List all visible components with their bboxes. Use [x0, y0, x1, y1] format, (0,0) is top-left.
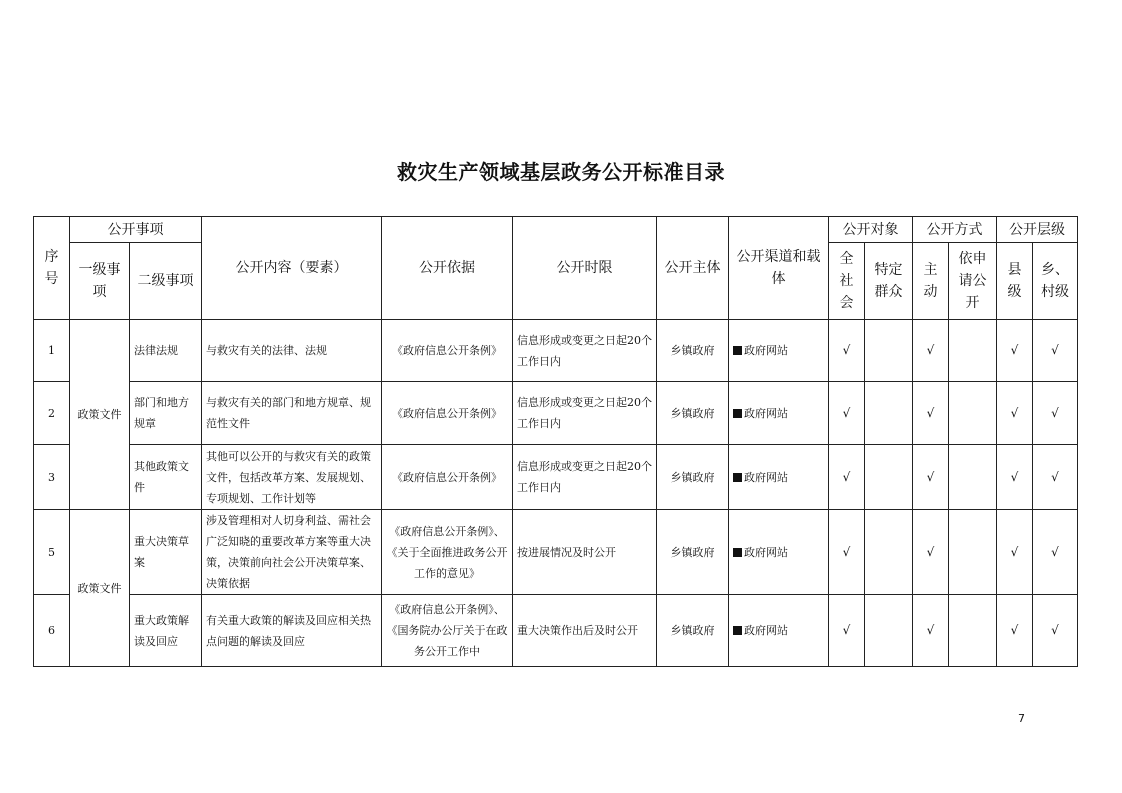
row-basis: 《政府信息公开条例》、《国务院办公厅关于在政务公开工作中 [382, 595, 513, 667]
row-subject: 乡镇政府 [657, 510, 729, 595]
row-content: 与救灾有关的法律、法规 [202, 320, 382, 382]
header-basis: 公开依据 [382, 217, 513, 320]
row-subject: 乡镇政府 [657, 320, 729, 382]
square-bullet-icon [733, 626, 742, 635]
row-layer-town: √ [1033, 445, 1078, 510]
row-method-active: √ [913, 510, 949, 595]
page-title: 救灾生产领域基层政务公开标准目录 [397, 160, 725, 184]
square-bullet-icon [733, 548, 742, 557]
row-method-apply [949, 382, 997, 445]
header-content: 公开内容（要素） [202, 217, 382, 320]
row-subject: 乡镇政府 [657, 445, 729, 510]
row-layer-county: √ [997, 445, 1033, 510]
row-method-active: √ [913, 382, 949, 445]
row-seq: 1 [34, 320, 70, 382]
square-bullet-icon [733, 346, 742, 355]
row-content: 有关重大政策的解读及回应相关热点问题的解读及回应 [202, 595, 382, 667]
row-method-apply [949, 595, 997, 667]
row-layer-county: √ [997, 595, 1033, 667]
row-time: 按进展情况及时公开 [513, 510, 657, 595]
table-row [34, 382, 1078, 445]
row-target-all: √ [829, 382, 865, 445]
row-layer-town: √ [1033, 595, 1078, 667]
row-seq: 2 [34, 382, 70, 445]
row-target-specific [865, 445, 913, 510]
row-layer-town: √ [1033, 510, 1078, 595]
row-basis: 《政府信息公开条例》 [382, 382, 513, 445]
row-subject: 乡镇政府 [657, 595, 729, 667]
row-level2: 重大政策解读及回应 [130, 595, 202, 667]
row-basis: 《政府信息公开条例》、《关于全面推进政务公开工作的意见》 [382, 510, 513, 595]
table-row [34, 445, 1078, 510]
row-channel: 政府网站 [729, 382, 829, 445]
square-bullet-icon [733, 409, 742, 418]
header-time: 公开时限 [513, 217, 657, 320]
row-method-active: √ [913, 320, 949, 382]
row-target-all: √ [829, 510, 865, 595]
row-target-specific [865, 382, 913, 445]
group-level1: 政策文件 [70, 510, 130, 667]
row-layer-county: √ [997, 382, 1033, 445]
row-seq: 5 [34, 510, 70, 595]
row-time: 重大决策作出后及时公开 [513, 595, 657, 667]
header-seq: 序号 [34, 217, 70, 320]
row-content: 其他可以公开的与救灾有关的政策文件，包括改革方案、发展规划、专项规划、工作计划等 [202, 445, 382, 510]
row-channel: 政府网站 [729, 445, 829, 510]
header-level1: 一级事项 [70, 243, 130, 320]
header-target-all: 全社会 [829, 243, 865, 320]
row-method-active: √ [913, 445, 949, 510]
header-subject: 公开主体 [657, 217, 729, 320]
row-target-all: √ [829, 595, 865, 667]
header-method-apply: 依申请公开 [949, 243, 997, 320]
row-channel: 政府网站 [729, 320, 829, 382]
square-bullet-icon [733, 473, 742, 482]
table-row [34, 595, 1078, 667]
header-matter: 公开事项 [70, 217, 202, 243]
row-seq: 3 [34, 445, 70, 510]
row-channel: 政府网站 [729, 510, 829, 595]
row-target-specific [865, 320, 913, 382]
row-time: 信息形成或变更之日起20个工作日内 [513, 320, 657, 382]
row-method-active: √ [913, 595, 949, 667]
row-content: 与救灾有关的部门和地方规章、规范性文件 [202, 382, 382, 445]
row-level2: 部门和地方规章 [130, 382, 202, 445]
row-level2: 重大决策草案 [130, 510, 202, 595]
row-layer-town: √ [1033, 320, 1078, 382]
page-number: 7 [1018, 712, 1025, 725]
header-target: 公开对象 [829, 217, 913, 243]
row-subject: 乡镇政府 [657, 382, 729, 445]
row-level2: 法律法规 [130, 320, 202, 382]
row-basis: 《政府信息公开条例》 [382, 320, 513, 382]
row-target-all: √ [829, 320, 865, 382]
header-channel: 公开渠道和载体 [729, 217, 829, 320]
group-level1: 政策文件 [70, 320, 130, 510]
header-method: 公开方式 [913, 217, 997, 243]
row-method-apply [949, 320, 997, 382]
header-layer-town: 乡、村级 [1033, 243, 1078, 320]
row-time: 信息形成或变更之日起20个工作日内 [513, 445, 657, 510]
row-seq: 6 [34, 595, 70, 667]
row-level2: 其他政策文件 [130, 445, 202, 510]
header-level2: 二级事项 [130, 243, 202, 320]
row-content: 涉及管理相对人切身利益、需社会广泛知晓的重要改革方案等重大决策，决策前向社会公开决策草案、决策依据 [202, 510, 382, 595]
row-target-specific [865, 510, 913, 595]
row-layer-county: √ [997, 320, 1033, 382]
row-method-apply [949, 445, 997, 510]
row-target-specific [865, 595, 913, 667]
header-method-active: 主动 [913, 243, 949, 320]
row-layer-county: √ [997, 510, 1033, 595]
row-channel: 政府网站 [729, 595, 829, 667]
row-target-all: √ [829, 445, 865, 510]
row-method-apply [949, 510, 997, 595]
table-row [34, 320, 1078, 382]
header-target-specific: 特定群众 [865, 243, 913, 320]
row-basis: 《政府信息公开条例》 [382, 445, 513, 510]
header-layer-county: 县级 [997, 243, 1033, 320]
header-layer: 公开层级 [997, 217, 1078, 243]
table-row [34, 510, 1078, 595]
row-time: 信息形成或变更之日起20个工作日内 [513, 382, 657, 445]
row-layer-town: √ [1033, 382, 1078, 445]
catalog-table [33, 216, 1078, 667]
